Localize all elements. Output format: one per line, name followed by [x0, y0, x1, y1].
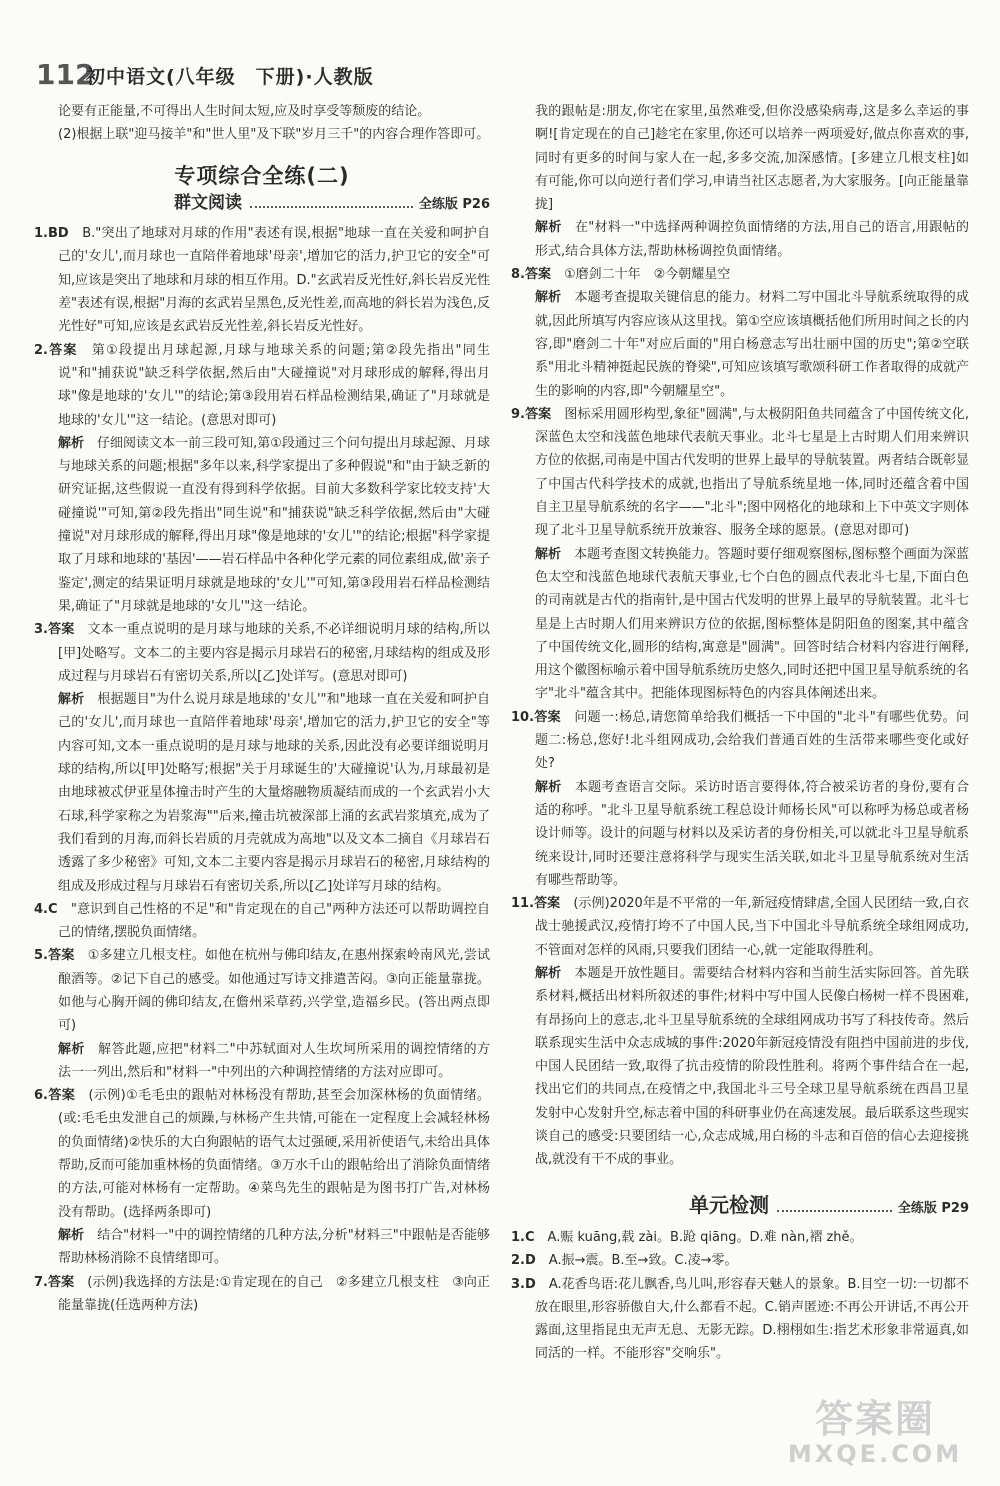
- analysis-item: 解析 本题考查语言交际。采访时语言要得体,符合被采访者的身份,要有合适的称呼。"北斗卫星导航系统工程总设计师杨长风"可以称呼为杨总或者杨设计师等。设计的问题与材料以及采访者的身份相关,可以就北斗卫星导航系统来设计,同时还要注意将科学与现实生活关联,如北斗卫星导航系统对生活有哪些帮助等。: [535, 779, 969, 888]
- answer-item: 3.答案 文本一重点说明的是月球与地球的关系,不必详细说明月球的结构,所以[甲]处略写。文本二的主要内容是揭示月球岩石的秘密,月球结构的组成及形成过程与月球岩石有密切关系,所以[乙]处详写。(意思对即可): [34, 622, 490, 684]
- answer-item: 2.答案 第①段提出月球起源,月球与地球关系的问题;第②段先指出"同生说"和"捕获说"缺乏科学依据,然后由"大碰撞说"对月球形成的解释,得出月球"像是地球的'女儿'"的结论;第③段用岩石样品检测结果,确证了"月球就是地球的'女儿'"这一结论。(意思对即可): [34, 342, 490, 428]
- page-number: 112: [36, 58, 95, 91]
- analysis-item: 解析 本题考查提取关键信息的能力。材料二写中国北斗导航系统取得的成就,因此所填写内容应该从这里找。第①空应该填概括他们所用时间之长的内容,即"磨剑二十年"对应后面的"用白杨意志写出壮丽中国的历史";第②空联系"用北斗精神挺起民族的脊梁",可知应该填写歌颂科研工作者取得的成就产生的影响的内容,即"今朝耀星空"。: [535, 290, 969, 399]
- analysis-item: 解析 解答此题,应把"材料二"中苏轼面对人生坎坷所采用的调控情绪的方法一一列出,然后和"材料一"中列出的六种调控情绪的方法对应即可。: [58, 1041, 490, 1080]
- leader-dots: [777, 1210, 892, 1212]
- right-column: [511, 100, 969, 1366]
- test-item: 3.D A.花香鸟语:花儿飘香,鸟儿叫,形容春天魅人的景象。B.目空一切:一切都不放在眼里,形容骄傲自大,什么都看不起。C.销声匿迹:不再公开讲话,不再公开露面,这里指昆虫无声无息、无影无踪。D.栩栩如生:指艺术形象非常逼真,如同活的一样。不能形容"交响乐"。: [511, 1276, 969, 1362]
- section-title: 专项综合全练(二): [174, 163, 350, 188]
- subsection-header: [34, 192, 490, 216]
- answer-item: 7.答案 (示例)我选择的方法是:①肯定现在的自己 ②多建立几根支柱 ③向正能量靠拢(任选两种方法): [34, 1274, 490, 1313]
- answer-item: 6.答案 (示例)①毛毛虫的跟帖对林杨没有帮助,甚至会加深林杨的负面情绪。(或:毛毛虫发泄自己的烦躁,与林杨产生共情,可能在一定程度上会减轻林杨的负面情绪)②快乐的大白狗跟帖的语气太过强硬,采用祈使语气,未给出具体帮助,反而可能加重林杨的负面情绪。③万水千山的跟帖给出了消除负面情绪的方法,可能对林杨有一定帮助。④菜鸟先生的跟帖是为图书打广告,对林杨没有帮助。(选择两条即可): [34, 1088, 490, 1220]
- subsection-name: 群文阅读: [174, 192, 242, 213]
- analysis-item: 解析 根据题目"为什么说月球是地球的'女儿'"和"地球一直在关爱和呵护自己的'女儿',而月球也一直陪伴着地球'母亲',增加它的活力,护卫它的安全"等内容可知,文本一重点说明的是月球与地球的关系,因此没有必要详细说明月球的结构,所以[甲]处略写;根据"关于月球诞生的'大碰撞说'认为,月球最初是由地球被忒伊亚星体撞击时产生的大量熔融物质凝结而成的一个玄武岩小大石球,科学家称之为岩浆海""后来,撞击坑被深部上涌的玄武岩浆填充,成为了我们看到的月海,而斜长岩质的月壳就成为高地"以及文本二摘自《月球岩石透露了多少秘密》可知,文本二主要内容是揭示月球岩石的秘密,月球结构的组成及形成过程与月球岩石有密切关系,所以[乙]处详写月球的结构。: [58, 692, 490, 894]
- analysis-item: 解析 仔细阅读文本一前三段可知,第①段通过三个问句提出月球起源、月球与地球关系的问题;根据"多年以来,科学家提出了多种假说"和"由于缺乏新的研究证据,这些假说一直没有得到科学依据。目前大多数科学家比较支持'大碰撞说'"可知,第②段先指出"同生说"和"捕获说"缺乏科学依据,然后由"大碰撞说"对月球形成的解释,得出月球"像是地球的'女儿'"的结论;根据"科学家提取了月球和地球的'基因'——岩石样品中各种化学元素的同位素组成,做'亲子鉴定',测定的结果证明月球就是地球的'女儿'"可知,第③段用岩石样品检测结果,确证了"月球就是地球的'女儿'"这一结论。: [58, 435, 490, 614]
- intro-line: (2)根据上联"迎马接羊"和"世人里"及下联"岁月三千"的内容合理作答即可。: [58, 127, 490, 143]
- subsection-name: 单元检测: [689, 1192, 769, 1217]
- analysis-item: 解析 结合"材料一"中的调控情绪的几种方法,分析"材料三"中跟帖是否能够帮助林杨消除不良情绪即可。: [58, 1227, 490, 1267]
- test-item: 2.D A.振→震。B.至→致。C.凌→零。: [511, 1253, 738, 1269]
- answer-item: 11.答案 (示例)2020年是不平常的一年,新冠疫情肆虐,全国人民团结一致,白衣战士驰援武汉,疫情打垮不了中国人民,当下中国北斗导航系统全球组网成功,不管面对怎样的风雨,只要我们团结一心,就一定能取得胜利。: [511, 896, 970, 958]
- answer-item: 10.答案 问题一:杨总,请您简单给我们概括一下中国的"北斗"有哪些优势。问题二:杨总,您好!北斗组网成功,会给我们普通百姓的生活带来哪些变化或好处?: [511, 709, 969, 772]
- site-watermark: [770, 1398, 980, 1472]
- analysis-item: 解析 本题是开放性题目。需要结合材料内容和当前生活实际回答。首先联系材料,概括出材料所叙述的事件;材料中写中国人民像白杨树一样不畏困难,有昂扬向上的意志,北斗卫星导航系统的全球组网成功书写了科技传奇。然后联系现实生活中众志成城的事件:2020年新冠疫情没有阻挡中国前进的步伐,中国人民团结一致,取得了抗击疫情的阶段性胜利。将两个事件结合在一起,找出它们的共同点,在疫情之中,我国北斗三号全球卫星导航系统在西昌卫星发射中心发射升空,标志着中国的科研事业仍在高速发展。最后联系这些现实谈自己的感受:只要团结一心,众志成城,用白杨的斗志和百倍的信心去迎接挑战,就没有干不成的事业。: [535, 965, 969, 1168]
- answer-continuation: 我的跟帖是:朋友,你宅在家里,虽然难受,但你没感染病毒,这是多么幸运的事啊![肯定现在的自己]趁宅在家里,你还可以培养一两项爱好,做点你喜欢的事,同时有更多的时间与家人在一起,多多交流,加深感情。[多建立几根支柱]如有可能,你可以向逆行者们学习,申请当社区志愿者,为大家服务。[向正能量靠拢]: [535, 104, 969, 213]
- watermark-logo: 答案圈: [814, 1397, 935, 1441]
- subsection-header: [511, 1194, 969, 1220]
- analysis-item: 解析 在"材料一"中选择两种调控负面情绪的方法,用自己的语言,用跟帖的形式,结合具体方法,帮助林杨调控负面情绪。: [535, 220, 969, 259]
- answer-item: 5.答案 ①多建立几根支柱。如他在杭州与佛印结友,在惠州探索岭南风光,尝试酿酒等。②记下自己的感受。如他通过写诗文排遣苦闷。③向正能量靠拢。如他与心胸开阔的佛印结友,在儋州采草药,兴学堂,造福乡民。(答出两点即可): [34, 948, 491, 1034]
- test-item: 1.C A.赈 kuāng,载 zài。B.跄 qiāng。D.难 nàn,褶 zhě。: [511, 1229, 863, 1245]
- left-column: [34, 100, 490, 1317]
- leader-dots: [250, 206, 413, 208]
- book-title: 初中语文(八年级 下册)·人教版: [86, 66, 374, 88]
- intro-line: 论要有正能量,不可得出人生时间太短,应及时享受等颓废的结论。: [58, 104, 431, 119]
- answer-item: 1.BD B."突出了地球对月球的作用"表述有误,根据"地球一直在关爱和呵护自己的'女儿',而月球也一直陪伴着地球'母亲',增加它的活力,护卫它的安全"可知,应该是突出了地球和月球的相互作用。D."玄武岩反光性好,斜长岩反光性差"表述有误,根据"月海的玄武岩呈黑色,反光性差,而高地的斜长岩为浅色,反光性好"可知,应该是玄武岩反光性差,斜长岩反光性好。: [34, 226, 490, 335]
- answer-item: 9.答案 图标采用圆形构型,象征"圆满",与太极阴阳鱼共同蕴含了中国传统文化,深蓝色太空和浅蓝色地球代表航天事业。北斗七星是上古时期人们用来辨识方位的依据,司南是中国古代发明的世界上最早的导航装置。两者结合既彰显了中国古代科学技术的成就,也指出了导航系统星地一体,同时还蕴含着中国自主卫星导航系统的名字——"北斗";图中网格化的地球和上下中英文字则体现了北斗卫星导航系统开放兼容、服务全球的愿景。(意思对即可): [511, 406, 969, 539]
- subsection-ref: 全练版 P29: [897, 1200, 969, 1216]
- subsection-ref: 全练版 P26: [418, 196, 490, 212]
- watermark-site: MXQE.COM: [787, 1440, 963, 1468]
- answer-item: 4.C "意识到自己性格的不足"和"肯定现在的自己"两种方法还可以帮助调控自己的情绪,摆脱负面情绪。: [34, 901, 490, 941]
- answer-item: 8.答案 ①磨剑二十年 ②今朝耀星空: [511, 267, 731, 283]
- page-header: [36, 58, 976, 92]
- analysis-item: 解析 本题考查图文转换能力。答题时要仔细观察图标,图标整个画面为深蓝色太空和浅蓝色地球代表航天事业,七个白色的圆点代表北斗七星,下面白色的司南就是古代的指南针,是中国古代发明的世界上最早的导航装置。北斗七星是上古时期人们用来辨识方位的依据,图标整体是阴阳鱼的图案,其中蕴含了中国传统文化,圆形的结构,寓意是"圆满"。回答时结合材料内容进行阐释,用这个徽图标喻示着中国导航系统历史悠久,同时还把中国卫星导航系统的名字"北斗"蕴含其中。把能体现图标特色的内容具体阐述出来。: [535, 546, 969, 702]
